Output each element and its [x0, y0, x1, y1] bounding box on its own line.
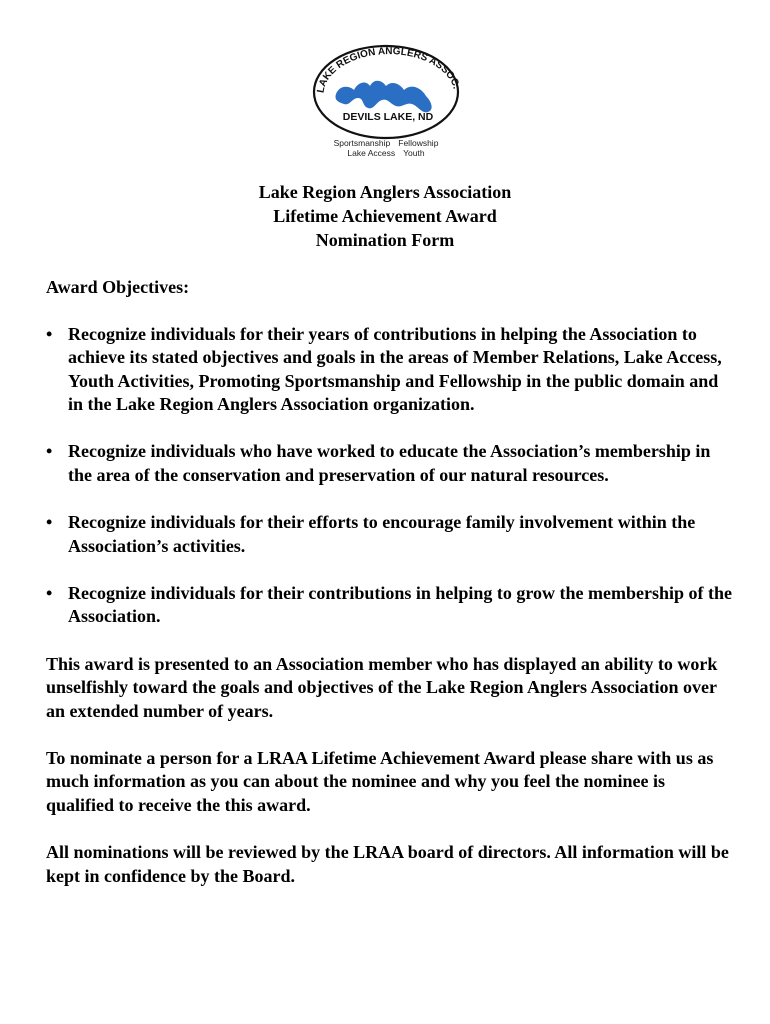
logo-emblem	[310, 44, 462, 144]
org-name: Lake Region Anglers Association	[258, 182, 512, 202]
objective-text: Recognize individuals for their efforts to encourage family involvement within the Association’s activities.	[68, 512, 696, 556]
logo-tagline	[310, 138, 462, 158]
review-notice: All nominations will be reviewed by the LRAA board of directors. All information will be kept in confidence by the Board.	[46, 842, 729, 886]
logo-tag-lake-access: Lake Access	[347, 148, 396, 158]
form-name: Nomination Form	[315, 230, 455, 250]
nomination-instructions: To nominate a person for a LRAA Lifetime Achievement Award please share with us as much information as you can about the nominee and why you feel the nominee is qualified to receive the this award.	[46, 747, 714, 815]
logo-tag-youth: Youth	[403, 148, 425, 158]
objectives-list	[46, 323, 736, 629]
bullet-icon: •	[46, 441, 53, 462]
bullet-icon: •	[46, 323, 53, 344]
objective-item	[46, 582, 736, 629]
award-description: This award is presented to an Association member who has displayed an ability to work unselfishly toward the goals and objectives of the Lake Region Anglers Association over an extended number of years.	[46, 653, 718, 721]
bullet-icon: •	[46, 582, 53, 603]
logo-location: DEVILS LAKE, ND	[342, 111, 434, 123]
bullet-icon: •	[46, 512, 53, 533]
objective-item	[46, 323, 736, 417]
logo-tag-sportsmanship: Sportsmanship	[333, 138, 391, 148]
association-logo	[310, 44, 462, 160]
logo-tag-fellowship: Fellowship	[398, 138, 439, 148]
objective-item	[46, 511, 736, 558]
objective-text: Recognize individuals for their contributions in helping to grow the membership of the Association.	[68, 582, 733, 627]
form-body	[46, 276, 736, 912]
objective-item	[46, 440, 736, 487]
objectives-heading: Award Objectives:	[46, 277, 190, 297]
objective-text: Recognize individuals who have worked to educate the Association’s membership in the area of the conservation and preservation of our natural resources.	[68, 441, 711, 486]
award-name: Lifetime Achievement Award	[273, 206, 497, 226]
form-title	[0, 180, 770, 252]
objective-text: Recognize individuals for their years of contributions in helping the Association to achieve its stated objectives and goals in the areas of Member Relations, Lake Access, Youth Activities, Promoting Sportsmanship and Fellowship in the public domain and in the Lake Region Anglers Association organization.	[68, 323, 722, 415]
logo-arc-text: LAKE REGION ANGLERS ASSOC.	[315, 46, 462, 94]
